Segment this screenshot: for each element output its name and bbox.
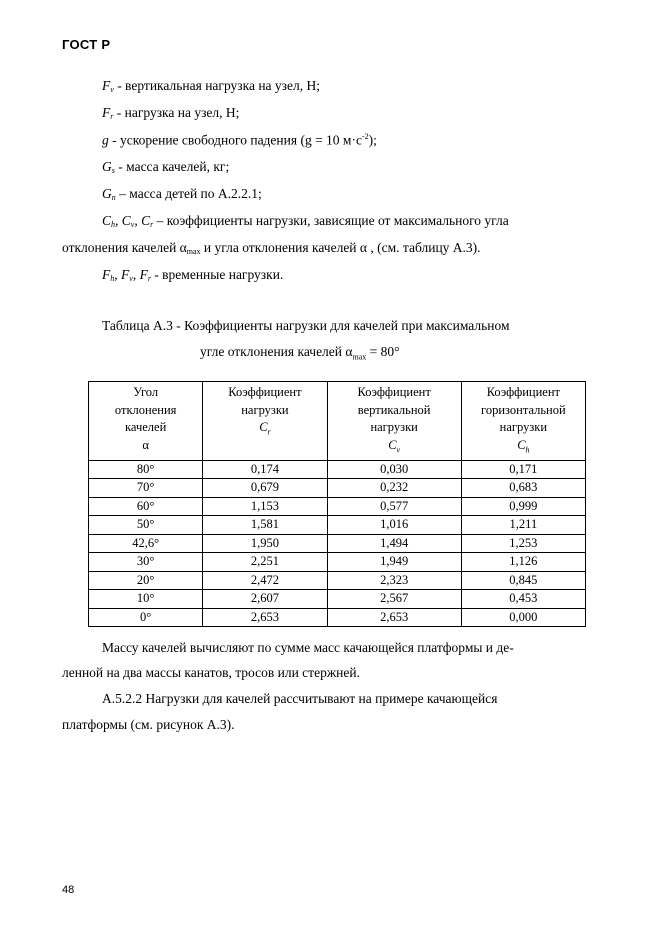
table-cell-angle: 0°	[89, 608, 203, 627]
table-cell-value: 2,251	[203, 553, 327, 572]
table-row	[89, 590, 586, 609]
table-row	[89, 516, 586, 535]
table-cell-angle: 42,6°	[89, 534, 203, 553]
table-row	[89, 571, 586, 590]
paragraph-mass-line2: ленной на два массы канатов, тросов или стержней.	[62, 665, 360, 680]
table-cell-value: 0,683	[461, 479, 585, 498]
table-cell-value: 1,016	[327, 516, 461, 535]
definition-fv: $F_v$ - вертикальная нагрузка на узел, Н;	[102, 78, 320, 94]
table-cell-value: 0,171	[461, 460, 585, 479]
table-cell-value: 2,472	[203, 571, 327, 590]
table-caption-line2: угле отклонения качелей $\alpha_{max} = 80^\circ$	[200, 344, 400, 362]
table-row	[89, 479, 586, 498]
table-row	[89, 553, 586, 572]
definition-gs: $G_s$ - масса качелей, кг;	[102, 159, 230, 175]
header-cr: Коэффициент нагрузки $C_r$	[203, 382, 327, 461]
table-row	[89, 534, 586, 553]
header-angle: Угол отклонения качелей α	[89, 382, 203, 461]
table-caption-line1: Таблица А.3 - Коэффициенты нагрузки для качелей при максимальном	[102, 318, 510, 333]
table-cell-value: 0,577	[327, 497, 461, 516]
table-cell-angle: 60°	[89, 497, 203, 516]
table-cell-value: 0,999	[461, 497, 585, 516]
table-row	[89, 608, 586, 627]
table-cell-value: 0,174	[203, 460, 327, 479]
definition-temporary-loads: $F_h$, $F_v$, $F_r$ - временные нагрузки.	[102, 267, 284, 283]
table-cell-value: 0,453	[461, 590, 585, 609]
definition-coefficients-cont: отклонения качелей $\alpha_{max}$ и угла отклонения качелей α , (см. таблицу А.3).	[62, 240, 481, 256]
table-cell-angle: 20°	[89, 571, 203, 590]
table-row	[89, 460, 586, 479]
table-cell-value: 2,653	[203, 608, 327, 627]
document-header: ГОСТ Р	[62, 37, 111, 52]
table-cell-value: 2,607	[203, 590, 327, 609]
table-cell-value: 0,845	[461, 571, 585, 590]
header-cv: Коэффициент вертикальной нагрузки $C_v$	[327, 382, 461, 461]
table-cell-value: 1,950	[203, 534, 327, 553]
definition-coefficients: $C_h$, $C_v$, $C_r$ – коэффициенты нагрузки, зависящие от максимального угла	[102, 213, 509, 229]
table-cell-value: 0,679	[203, 479, 327, 498]
table-cell-value: 2,653	[327, 608, 461, 627]
table-row	[89, 497, 586, 516]
table-cell-value: 1,253	[461, 534, 585, 553]
table-cell-angle: 30°	[89, 553, 203, 572]
table-header-row	[89, 382, 586, 461]
table-cell-value: 1,581	[203, 516, 327, 535]
table-cell-angle: 70°	[89, 479, 203, 498]
definition-g: g - ускорение свободного падения (g = 10 $м\cdot с^{-2}$);	[102, 132, 377, 148]
table-cell-value: 1,494	[327, 534, 461, 553]
table-cell-value: 1,153	[203, 497, 327, 516]
page-number: 48	[62, 884, 75, 896]
definition-gn: $G_n$ – масса детей по А.2.2.1;	[102, 186, 262, 202]
header-ch: Коэффициент горизонтальной нагрузки $C_h$	[461, 382, 585, 461]
table-cell-angle: 10°	[89, 590, 203, 609]
table-cell-value: 2,323	[327, 571, 461, 590]
paragraph-a522-line1: А.5.2.2 Нагрузки для качелей рассчитывают на примере качающейся	[102, 691, 498, 706]
paragraph-mass-line1: Массу качелей вычисляют по сумме масс качающейся платформы и де-	[102, 640, 514, 655]
table-cell-value: 2,567	[327, 590, 461, 609]
table-cell-angle: 80°	[89, 460, 203, 479]
table-cell-value: 0,232	[327, 479, 461, 498]
coefficients-table	[88, 381, 586, 627]
table-cell-angle: 50°	[89, 516, 203, 535]
table-cell-value: 1,211	[461, 516, 585, 535]
paragraph-a522-line2: платформы (см. рисунок А.3).	[62, 717, 235, 732]
table-cell-value: 1,126	[461, 553, 585, 572]
table-cell-value: 1,949	[327, 553, 461, 572]
table-cell-value: 0,000	[461, 608, 585, 627]
definition-fr: $F_r$ - нагрузка на узел, Н;	[102, 105, 240, 121]
table-cell-value: 0,030	[327, 460, 461, 479]
